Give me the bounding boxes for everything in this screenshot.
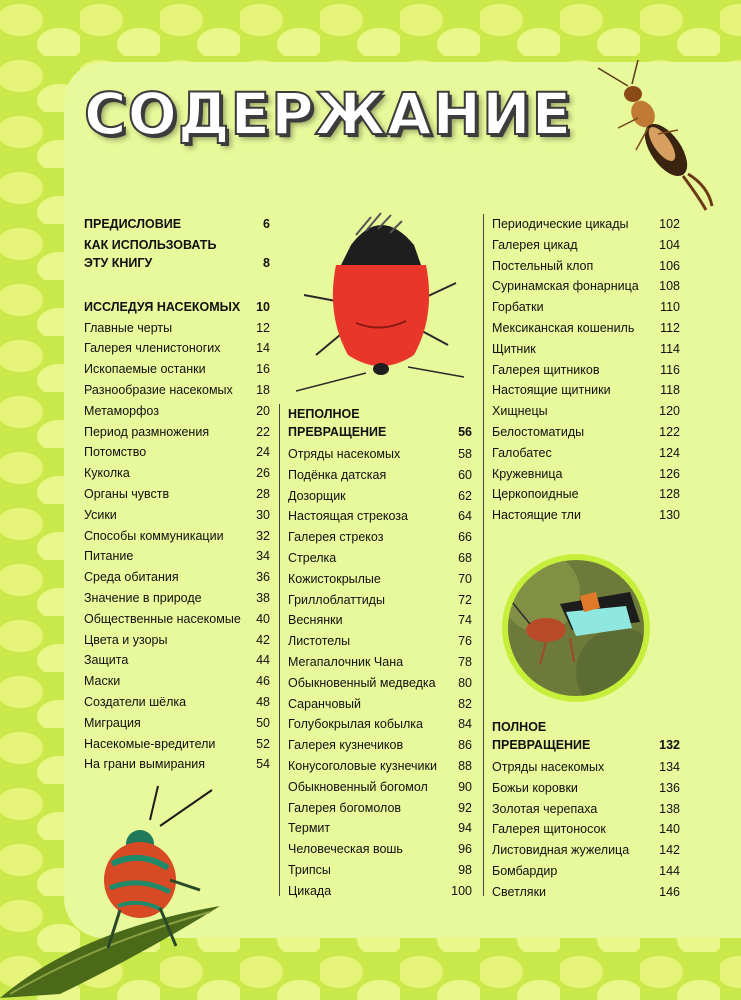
toc-entry-title: Ископаемые останки [84, 362, 206, 377]
toc-page-number: 108 [659, 279, 680, 294]
toc-entry-title: Насекомые-вредители [84, 736, 216, 751]
toc-page-number: 146 [659, 884, 680, 899]
page-title: СОДЕРЖАНИЕ [84, 80, 573, 148]
toc-entry[interactable] [492, 236, 680, 257]
toc-entry-title: Потомство [84, 445, 147, 460]
toc-page-number: 110 [660, 300, 680, 315]
toc-entry-title: Бомбардир [492, 863, 558, 878]
toc-entry[interactable] [288, 445, 472, 466]
toc-page-number: 70 [458, 571, 472, 586]
toc-entry[interactable] [84, 610, 270, 631]
toc-entry[interactable] [84, 714, 270, 735]
toc-entry[interactable] [492, 779, 680, 800]
toc-section-heading[interactable] [84, 298, 270, 319]
toc-page-number: 122 [659, 424, 680, 439]
toc-page-number: 26 [256, 466, 270, 481]
toc-entry-title: Общественные насекомые [84, 611, 241, 626]
toc-entry[interactable] [492, 820, 680, 841]
jewel-bug-icon [0, 780, 230, 1000]
toc-column-1 [84, 215, 270, 776]
toc-page-number: 94 [458, 821, 472, 836]
toc-entry-title: Настоящая стрекоза [288, 509, 408, 524]
toc-entry[interactable] [288, 674, 472, 695]
toc-page-number: 136 [659, 780, 680, 795]
toc-entry[interactable] [492, 465, 680, 486]
toc-entry[interactable] [288, 840, 472, 861]
toc-page-number: 50 [256, 715, 270, 730]
toc-entry[interactable] [492, 340, 680, 361]
toc-entry[interactable] [84, 381, 270, 402]
toc-entry-title: Отряды насекомых [288, 447, 401, 461]
toc-entry[interactable] [84, 360, 270, 381]
toc-entry[interactable] [492, 215, 680, 236]
toc-page-number: 120 [659, 404, 680, 419]
toc-page-number: 34 [256, 549, 270, 564]
toc-page-number: 100 [451, 883, 472, 898]
toc-entry-title: ПОЛНОЕ ПРЕВРАЩЕНИЕ [492, 720, 591, 752]
toc-page-number: 134 [659, 760, 680, 774]
toc-entry[interactable] [288, 611, 472, 632]
toc-page-number: 104 [659, 237, 680, 252]
toc-entry[interactable] [288, 549, 472, 570]
toc-page-number: 142 [659, 843, 680, 858]
toc-page-number: 46 [256, 674, 270, 689]
toc-page-number: 12 [256, 320, 270, 335]
toc-entry[interactable] [492, 257, 680, 278]
toc-page-number: 16 [256, 362, 270, 377]
toc-entry[interactable] [84, 755, 270, 776]
toc-page-number: 66 [458, 530, 472, 545]
toc-entry-title: Галерея членистоногих [84, 341, 221, 356]
toc-page-number: 52 [256, 736, 270, 751]
toc-entry-title: Цикада [288, 883, 332, 898]
toc-entry[interactable] [84, 506, 270, 527]
toc-entry[interactable] [288, 466, 472, 487]
toc-entry-title: На грани вымирания [84, 757, 206, 772]
toc-entry-title: Стрелка [288, 550, 337, 565]
toc-entry-title: ПРЕДИСЛОВИЕ [84, 217, 182, 231]
toc-page-number: 86 [458, 738, 472, 753]
toc-entry-title: Саранчовый [288, 696, 361, 711]
toc-entry-title: ИССЛЕДУЯ НАСЕКОМЫХ [84, 299, 241, 314]
toc-entry[interactable] [288, 653, 472, 674]
toc-page-number: 84 [458, 717, 472, 732]
toc-page-number: 144 [659, 863, 680, 878]
toc-page-number: 32 [256, 528, 270, 543]
toc-entry-title: Божьи коровки [492, 780, 578, 795]
toc-entry[interactable] [288, 819, 472, 840]
toc-entry-title: Обыкновенный медведка [288, 675, 436, 690]
toc-entry-title: Кружевница [492, 466, 563, 481]
toc-page-number: 126 [659, 466, 680, 481]
toc-entry[interactable] [84, 693, 270, 714]
toc-entry[interactable] [84, 339, 270, 360]
toc-entry-title: Отряды насекомых [492, 760, 605, 774]
toc-entry-title: Галобатес [492, 445, 552, 460]
toc-entry-title: Галерея щитоносок [492, 822, 606, 837]
toc-entry-title: Суринамская фонарница [492, 279, 639, 294]
toc-entry[interactable] [288, 799, 472, 820]
toc-entry-title: Создатели шёлка [84, 694, 187, 709]
toc-entry-title: Светляки [492, 884, 547, 899]
toc-entry-title: Галерея богомолов [288, 800, 402, 815]
toc-entry-title: Куколка [84, 466, 130, 481]
toc-entry[interactable] [288, 570, 472, 591]
toc-entry-title: Церкопоидные [492, 487, 579, 502]
toc-spacer [84, 276, 270, 298]
toc-page-number: 74 [458, 613, 472, 628]
toc-page-number: 76 [458, 634, 472, 649]
planthopper-icon [500, 552, 652, 704]
toc-section-heading[interactable] [84, 215, 270, 236]
toc-entry[interactable] [288, 882, 472, 903]
toc-page-number: 64 [458, 509, 472, 524]
toc-page-number: 80 [458, 675, 472, 690]
toc-page-number: 102 [659, 217, 680, 231]
toc-page-number: 6 [263, 217, 270, 231]
toc-entry[interactable] [492, 485, 680, 506]
toc-entry-title: Мегапалочник Чана [288, 654, 404, 669]
toc-entry[interactable] [84, 443, 270, 464]
toc-entry[interactable] [288, 507, 472, 528]
toc-page-number: 132 [659, 738, 680, 752]
toc-page-number: 90 [458, 779, 472, 794]
toc-entry[interactable] [492, 506, 680, 527]
toc-entry[interactable] [84, 672, 270, 693]
toc-entry[interactable] [492, 298, 680, 319]
toc-page-number: 60 [458, 467, 472, 482]
toc-entry-title: Метаморфоз [84, 403, 159, 418]
toc-entry-title: Белостоматиды [492, 424, 585, 439]
toc-entry-title: Хищнецы [492, 404, 548, 419]
toc-entry[interactable] [492, 841, 680, 862]
toc-page-number: 92 [458, 800, 472, 815]
toc-entry[interactable] [84, 485, 270, 506]
toc-page-number: 68 [458, 550, 472, 565]
column-divider [483, 214, 484, 896]
toc-entry-title: Питание [84, 549, 134, 564]
toc-entry-title: Трипсы [288, 862, 331, 877]
toc-page-number: 58 [458, 447, 472, 461]
toc-entry-title: Цвета и узоры [84, 632, 168, 647]
toc-entry[interactable] [84, 423, 270, 444]
toc-entry[interactable] [84, 464, 270, 485]
toc-section-heading[interactable] [492, 718, 680, 754]
toc-page-number: 96 [458, 842, 472, 857]
toc-entry[interactable] [84, 402, 270, 423]
toc-entry[interactable] [492, 361, 680, 382]
toc-page-number: 56 [458, 425, 472, 439]
toc-entry-title: Защита [84, 653, 129, 668]
toc-page-number: 116 [660, 362, 680, 377]
toc-entry-title: Миграция [84, 715, 141, 730]
toc-entry-title: Маски [84, 674, 121, 689]
toc-page-number: 20 [256, 403, 270, 418]
toc-page-number: 28 [256, 486, 270, 501]
toc-entry-title: Период размножения [84, 424, 210, 439]
toc-entry-title: Постельный клоп [492, 258, 594, 273]
toc-page-number: 88 [458, 758, 472, 773]
toc-entry-title: НЕПОЛНОЕ ПРЕВРАЩЕНИЕ [288, 407, 387, 439]
toc-entry-title: Галерея кузнечиков [288, 738, 404, 753]
toc-entry-title: Главные черты [84, 320, 173, 335]
toc-column-3b [492, 718, 680, 904]
toc-entry[interactable] [492, 758, 680, 779]
toc-page-number: 22 [256, 424, 270, 439]
toc-entry[interactable] [288, 778, 472, 799]
toc-page-number: 44 [256, 653, 270, 668]
toc-entry-title: Галерея цикад [492, 237, 578, 252]
toc-entry[interactable] [84, 527, 270, 548]
toc-page-number: 106 [659, 258, 680, 273]
toc-entry-title: Периодические цикады [492, 217, 629, 231]
toc-entry[interactable] [492, 883, 680, 904]
toc-page-number: 72 [458, 592, 472, 607]
toc-page-number: 138 [659, 801, 680, 816]
toc-page-number: 48 [256, 694, 270, 709]
toc-page-number: 140 [659, 822, 680, 837]
toc-entry[interactable] [84, 319, 270, 340]
toc-page-number: 124 [659, 445, 680, 460]
toc-entry[interactable] [492, 319, 680, 340]
toc-entry-title: Усики [84, 507, 117, 522]
toc-page-number: 10 [256, 299, 270, 314]
toc-page-number: 82 [458, 696, 472, 711]
toc-page-number: 18 [256, 382, 270, 397]
toc-entry[interactable] [84, 589, 270, 610]
toc-entry[interactable] [288, 632, 472, 653]
toc-entry[interactable] [288, 591, 472, 612]
toc-entry[interactable] [288, 757, 472, 778]
toc-entry[interactable] [84, 568, 270, 589]
toc-entry[interactable] [492, 444, 680, 465]
toc-page-number: 38 [256, 590, 270, 605]
toc-entry-title: Подёнка датская [288, 467, 387, 482]
toc-page-number: 128 [659, 487, 680, 502]
toc-entry[interactable] [492, 381, 680, 402]
toc-page-number: 8 [263, 255, 270, 270]
toc-entry-title: Золотая черепаха [492, 801, 598, 816]
toc-page-number: 24 [256, 445, 270, 460]
toc-entry-title: Настоящие тли [492, 508, 581, 523]
toc-entry-title: Листовидная жужелица [492, 843, 630, 858]
toc-entry[interactable] [84, 547, 270, 568]
toc-page-number: 62 [458, 488, 472, 503]
toc-entry[interactable] [288, 715, 472, 736]
toc-entry-title: Органы чувств [84, 486, 170, 501]
toc-entry[interactable] [492, 862, 680, 883]
toc-page-number: 78 [458, 654, 472, 669]
toc-page-number: 98 [458, 862, 472, 877]
toc-entry-title: Галерея стрекоз [288, 530, 384, 545]
earwig-icon [588, 58, 718, 218]
toc-entry[interactable] [492, 277, 680, 298]
toc-page-number: 14 [256, 341, 270, 356]
toc-entry-title: Обыкновенный богомол [288, 779, 428, 794]
toc-page-number: 40 [256, 611, 270, 626]
toc-page-number: 114 [660, 341, 680, 356]
toc-entry-title: Настоящие щитники [492, 383, 611, 398]
toc-column-2 [288, 405, 472, 903]
toc-entry-title: КАК ИСПОЛЬЗОВАТЬ ЭТУ КНИГУ [84, 237, 217, 270]
toc-entry-title: Среда обитания [84, 570, 179, 585]
toc-entry[interactable] [288, 487, 472, 508]
toc-entry-title: Мексиканская кошениль [492, 320, 635, 335]
toc-entry-title: Человеческая вошь [288, 842, 403, 857]
toc-entry-title: Веснянки [288, 613, 343, 628]
toc-entry-title: Голубокрылая кобылка [288, 717, 423, 732]
toc-page-number: 118 [660, 383, 680, 398]
toc-section-heading[interactable] [288, 405, 472, 441]
toc-entry[interactable] [492, 800, 680, 821]
toc-entry[interactable] [288, 861, 472, 882]
toc-entry[interactable] [492, 402, 680, 423]
shield-bug-icon [296, 205, 466, 395]
toc-section-heading[interactable] [84, 236, 270, 272]
toc-entry-title: Конусоголовые кузнечики [288, 758, 437, 773]
toc-entry-title: Горбатки [492, 300, 544, 315]
toc-page-number: 42 [256, 632, 270, 647]
toc-page-number: 30 [256, 507, 270, 522]
toc-entry[interactable] [84, 651, 270, 672]
toc-page-number: 54 [256, 757, 270, 772]
toc-page-number: 36 [256, 570, 270, 585]
toc-page-number: 112 [660, 320, 680, 335]
toc-entry-title: Кожистокрылые [288, 571, 381, 586]
toc-entry-title: Галерея щитников [492, 362, 600, 377]
toc-entry[interactable] [492, 423, 680, 444]
toc-entry-title: Щитник [492, 341, 536, 356]
toc-entry-title: Термит [288, 821, 331, 836]
toc-entry[interactable] [288, 695, 472, 716]
toc-entry[interactable] [84, 631, 270, 652]
toc-entry-title: Дозорщик [288, 488, 346, 503]
toc-page-number: 130 [659, 508, 680, 523]
toc-entry-title: Значение в природе [84, 590, 202, 605]
toc-column-3 [492, 215, 680, 527]
toc-entry-title: Листотелы [288, 634, 351, 649]
column-divider [279, 404, 280, 896]
toc-entry-title: Разнообразие насекомых [84, 382, 233, 397]
toc-entry-title: Гриллоблаттиды [288, 592, 385, 607]
toc-entry[interactable] [84, 735, 270, 756]
toc-entry[interactable] [288, 528, 472, 549]
toc-entry-title: Способы коммуникации [84, 528, 224, 543]
toc-entry[interactable] [288, 736, 472, 757]
